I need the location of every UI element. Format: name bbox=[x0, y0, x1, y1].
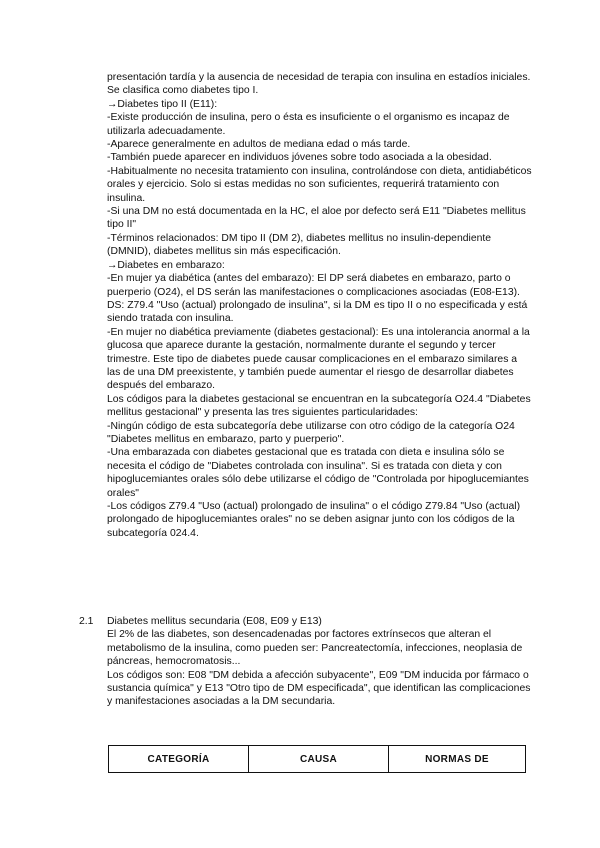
paragraph: -Los códigos Z79.4 "Uso (actual) prolongado de insulina" o el código Z79.84 "Uso (actual) prolongado de hipoglucemiantes orales" no se deben asignar junto con los códigos de la subcategoría 024.4. bbox=[107, 501, 521, 539]
paragraph: -Términos relacionados: DM tipo II (DM 2), diabetes mellitus no insulin-dependiente (DMNID), diabetes mellitus sin más especificación. bbox=[107, 232, 492, 258]
paragraph: -Habitualmente no necesita tratamiento con insulina, controlándose con dieta, antidiabéticos orales y ejercicio. Solo si estas medidas no son suficientes, requerirá tratamiento con insulina. bbox=[107, 165, 532, 204]
paragraph: -Ningún código de esta subcategoría debe utilizarse con otro código de la categoría O24 "Diabetes mellitus en embarazo, parto y puerperio". bbox=[107, 420, 515, 445]
subheading-diabetes-embarazo: →Diabetes en embarazo: bbox=[107, 259, 225, 271]
column-header-causa: CAUSA bbox=[249, 746, 389, 773]
table-header-row bbox=[109, 746, 526, 773]
paragraph: -Si una DM no está documentada en la HC, el aloe por defecto será E11 "Diabetes mellitus tipo II" bbox=[107, 206, 526, 231]
paragraph: Los códigos para la diabetes gestacional se encuentran en la subcategoría O24.4 "Diabetes mellitus gestacional" y presenta las tres siguientes particularidades: bbox=[107, 393, 531, 419]
paragraph: -En mujer ya diabética (antes del embarazo): El DP será diabetes en embarazo, parto o puerperio (O24), el DS serán las manifestaciones o complicaciones asociadas (E08-E13). bbox=[107, 273, 520, 298]
paragraph: -En mujer no diabética previamente (diabetes gestacional): Es una intolerancia anormal a la glucosa que aparece durante la gestación, normalmente durante el segundo y tercer trimestre. Este tipo de diabetes puede causar complicaciones en el embarazo similares a las de una DM preexistente, y también puede aumentar el riesgo de desarrollar diabetes después del embarazo. bbox=[107, 326, 530, 392]
paragraph: presentación tardía y la ausencia de necesidad de terapia con insulina en estadíos iniciales. Se clasifica como diabetes tipo I. bbox=[107, 72, 531, 97]
subheading-diabetes-tipo-ii: →Diabetes tipo II (E11): bbox=[107, 98, 218, 110]
section-number: 2.1 bbox=[79, 616, 94, 627]
paragraph: -Una embarazada con diabetes gestacional que es tratada con dieta e insulina sólo se necesita el código de "Diabetes controlada con insulina". Si es tratada con dieta y con hipoglucemiantes orales sólo debe utilizarse el código de "Controlada por hipoglucemiantes orales" bbox=[107, 447, 529, 499]
section-heading: Diabetes mellitus secundaria (E08, E09 y E13) bbox=[107, 616, 322, 627]
section-content bbox=[107, 615, 532, 709]
paragraph: -También puede aparecer en individuos jóvenes sobre todo asociada a la obesidad. bbox=[107, 152, 492, 164]
paragraph: -Existe producción de insulina, pero o ésta es insuficiente o el organismo es incapaz de utilizarla adecuadamente. bbox=[107, 112, 510, 137]
paragraph: -Aparece generalmente en adultos de mediana edad o más tarde. bbox=[107, 139, 411, 151]
paragraph: El 2% de las diabetes, son desencadenadas por factores extrínsecos que alteran el metabolismo de la insulina, como pueden ser: Pancreatectomía, infecciones, neoplasia de páncreas, hemocromatosis... bbox=[107, 629, 523, 668]
column-header-normas: NORMAS DE bbox=[389, 746, 526, 773]
diabetes-table bbox=[108, 745, 526, 773]
paragraph: Los códigos son: E08 "DM debida a afección subyacente", E09 "DM inducida por fármaco o sustancia química" y E13 "Otro tipo de DM especificada", que identifican las complicaciones y manifestaciones asociadas a la DM secundaria. bbox=[107, 669, 531, 708]
paragraph: DS: Z79.4 "Uso (actual) prolongado de insulina", si la DM es tipo II o no especificada y está siendo tratada con insulina. bbox=[107, 299, 528, 325]
column-header-categoria: CATEGORÍA bbox=[109, 746, 249, 773]
body-text bbox=[107, 71, 532, 540]
